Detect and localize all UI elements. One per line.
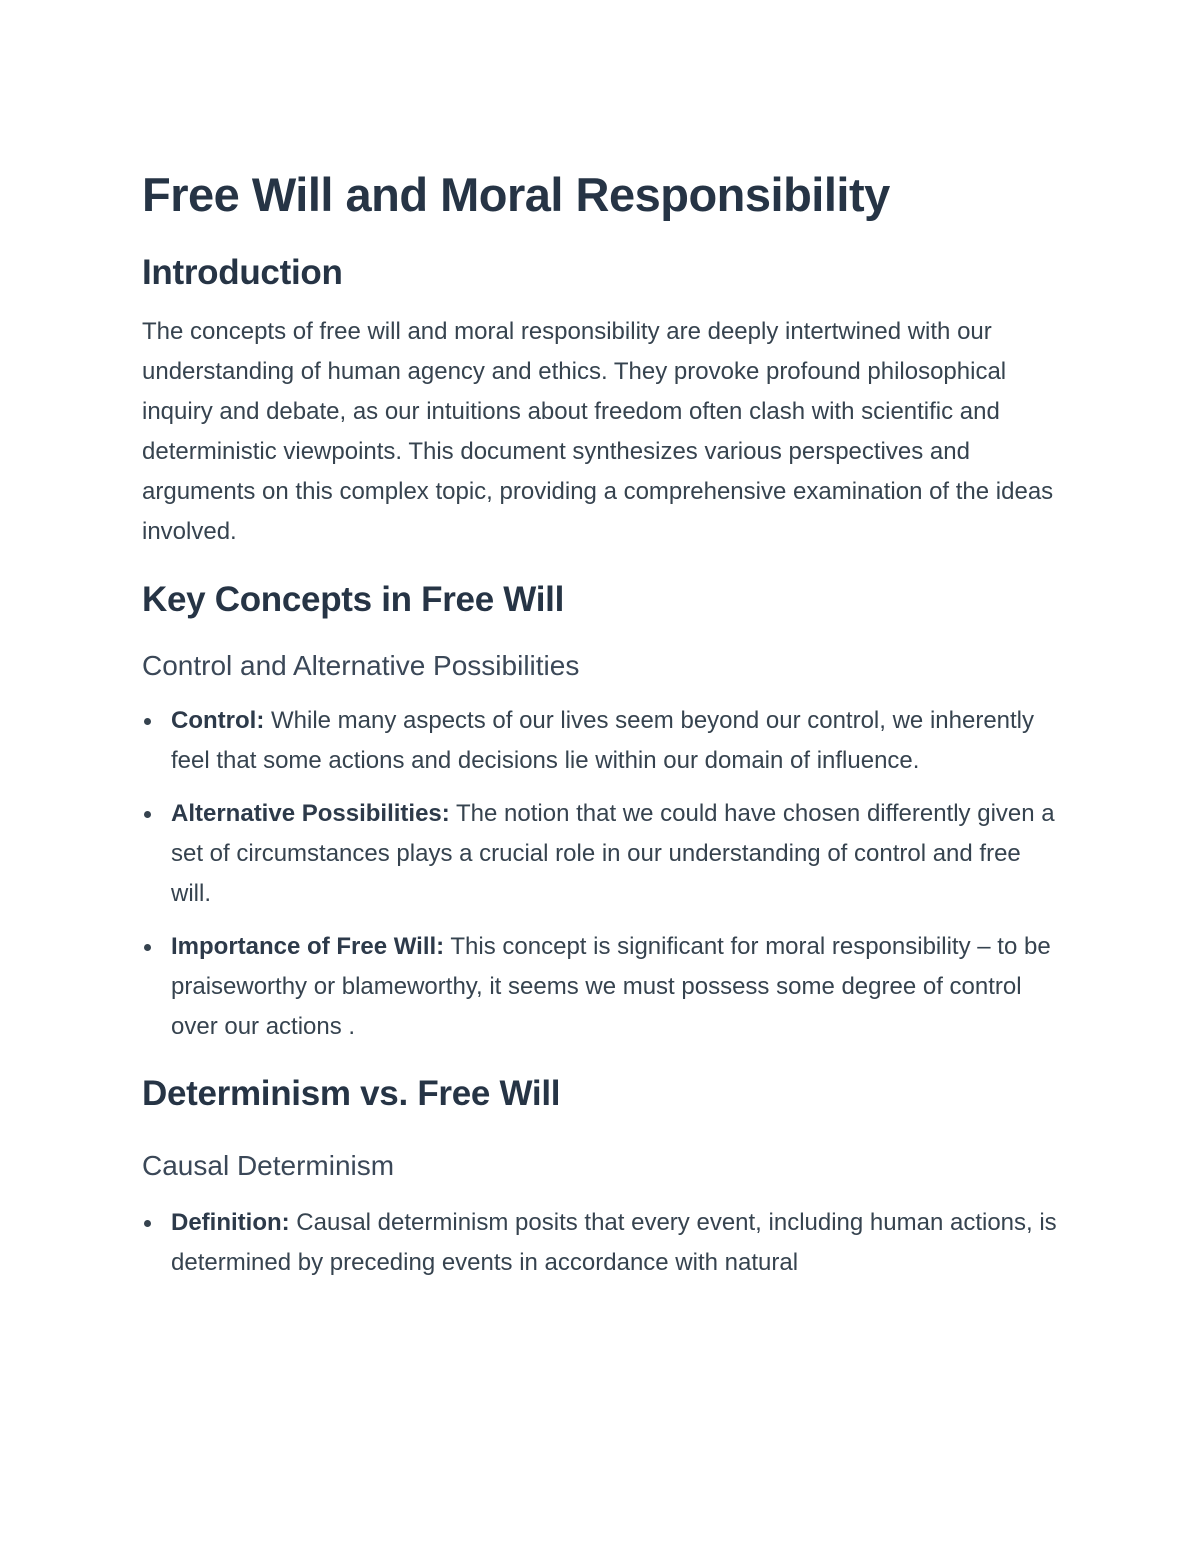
list-item xyxy=(142,1203,1067,1283)
section-heading-key-concepts: Key Concepts in Free Will xyxy=(142,580,565,619)
list-item-text: The notion that we could have chosen differently given a set of circumstances plays a crucial role in our understanding of control and free will. xyxy=(171,800,1055,907)
list-item xyxy=(142,701,1067,781)
subheading-causal-determinism: Causal Determinism xyxy=(142,1150,395,1181)
document-page xyxy=(142,160,1067,1283)
bullet-icon xyxy=(144,1220,151,1227)
list-item-term: Control: xyxy=(171,707,265,734)
list-item-term: Importance of Free Will: xyxy=(171,933,445,960)
list-item-text: This concept is significant for moral responsibility – to be praiseworthy or blameworthy, it seems we must possess some degree of control over our actions . xyxy=(171,933,1051,1040)
introduction-paragraph: The concepts of free will and moral responsibility are deeply intertwined with our understanding of human agency and ethics. They provoke profound philosophical inquiry and debate, as our intuitions about freedom often clash with scientific and deterministic viewpoints. This document synthesizes various perspectives and arguments on this complex topic, providing a comprehensive examination of the ideas involved. xyxy=(142,318,1054,545)
section-heading-determinism: Determinism vs. Free Will xyxy=(142,1074,561,1113)
list-item xyxy=(142,927,1067,1047)
document-title: Free Will and Moral Responsibility xyxy=(142,168,890,221)
list-item-term: Definition: xyxy=(171,1209,290,1236)
list-item xyxy=(142,794,1067,914)
bullet-icon xyxy=(144,944,151,951)
list-item-text: Causal determinism posits that every event, including human actions, is determined by preceding events in accordance with natural xyxy=(171,1209,1057,1276)
subheading-control-alternatives: Control and Alternative Possibilities xyxy=(142,650,580,681)
bullet-icon xyxy=(144,811,151,818)
list-item-term: Alternative Possibilities: xyxy=(171,800,450,827)
key-concepts-list xyxy=(142,701,1067,1047)
bullet-icon xyxy=(144,718,151,725)
list-item-text: While many aspects of our lives seem beyond our control, we inherently feel that some actions and decisions lie within our domain of influence. xyxy=(171,707,1035,774)
determinism-list xyxy=(142,1203,1067,1283)
section-heading-introduction: Introduction xyxy=(142,253,343,292)
